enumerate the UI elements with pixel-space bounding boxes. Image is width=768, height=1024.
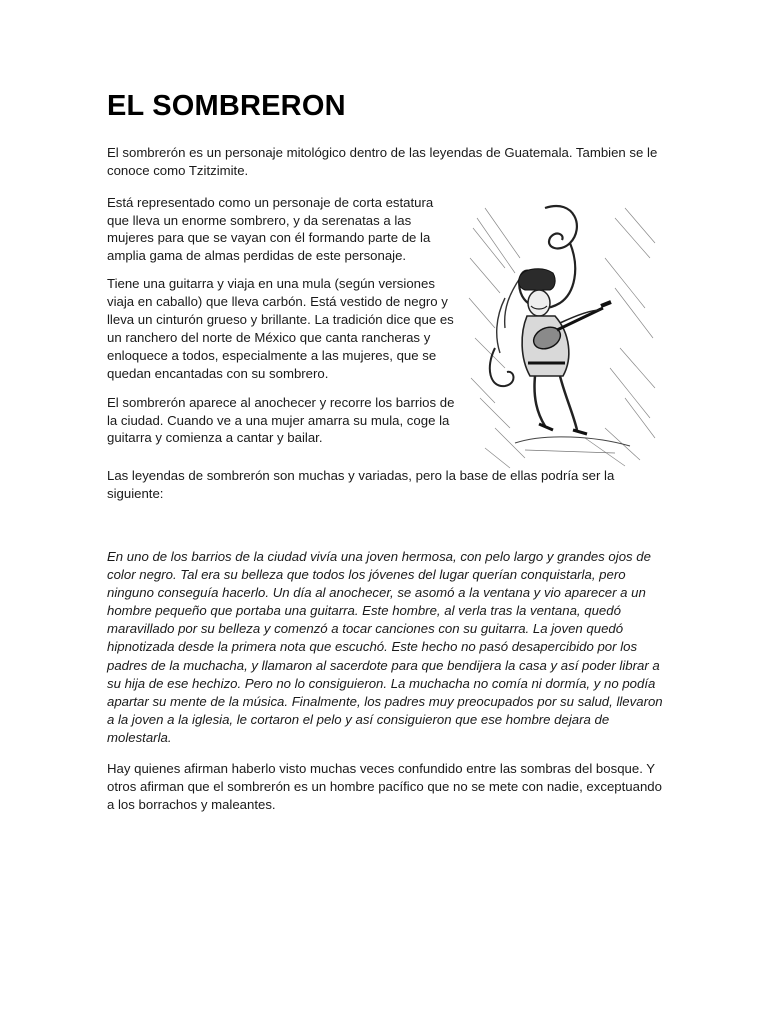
paragraph-description: Está representado como un personaje de corta estatura que lleva un enorme sombrero, y da serenatas a las mujeres para que se vayan con él formando parte de la amplia gama de almas perdidas de este personaje. <box>107 195 434 263</box>
paragraph-closing: Hay quienes afirman haberlo visto muchas veces confundido entre las sombras del bosque. Y otros afirman que el sombrerón es un hombre pacífico que no se mete con nadie, exceptuando a los borrachos y maleantes. <box>107 761 662 812</box>
paragraph-intro: El sombrerón es un personaje mitológico dentro de las leyendas de Guatemala. Tambien se le conoce como Tzitzimite. <box>107 145 658 178</box>
page-title: EL SOMBRERON <box>107 90 346 122</box>
sombreron-illustration <box>465 198 658 470</box>
paragraph-legend-story: En uno de los barrios de la ciudad vivía una joven hermosa, con pelo largo y grandes ojos de color negro. Tal era su belleza que todos los jóvenes del lugar querían conquistarla, pero ninguno conseguía hacerlo. Un día al anochecer, se asomó a la ventana y vio aparecer a un hombre pequeño que portaba una guitarra. Este hombre, al verla tras la ventana, quedó maravillado por su belleza y comenzó a tocar canciones con su guitarra. La joven quedó hipnotizada desde la primera nota que escuchó. Este hecho no pasó desapercibido por los padres de la muchacha, y llamaron al sacerdote para que bendijera la casa y así poder librar a su hija de ese hechizo. Pero no lo consiguieron. La muchacha no comía ni dormía, y no podía apartar su mente de la música. Finalmente, los padres muy preocupados por su salud, llevaron a la joven a la iglesia, le cortaron el pelo y así consiguieron que ese hombre dejara de molestarla. <box>107 549 663 745</box>
paragraph-guitar-mule: Tiene una guitarra y viaja en una mula (según versiones viaja en caballo) que lleva carbón. Está vestido de negro y lleva un cinturón grueso y brillante. La tradición dice que es un ranchero del norte de México que canta rancheras y enloquece a todos, especialmente a las mujeres, que se quedan encantadas con su sombrero. <box>107 276 454 381</box>
paragraph-legends-intro: Las leyendas de sombrerón son muchas y variadas, pero la base de ellas podría ser la siguiente: <box>107 468 615 501</box>
paragraph-nightfall: El sombrerón aparece al anochecer y recorre los barrios de la ciudad. Cuando ve a una mujer amarra su mula, coge la guitarra y comienza a cantar y bailar. <box>107 395 455 446</box>
